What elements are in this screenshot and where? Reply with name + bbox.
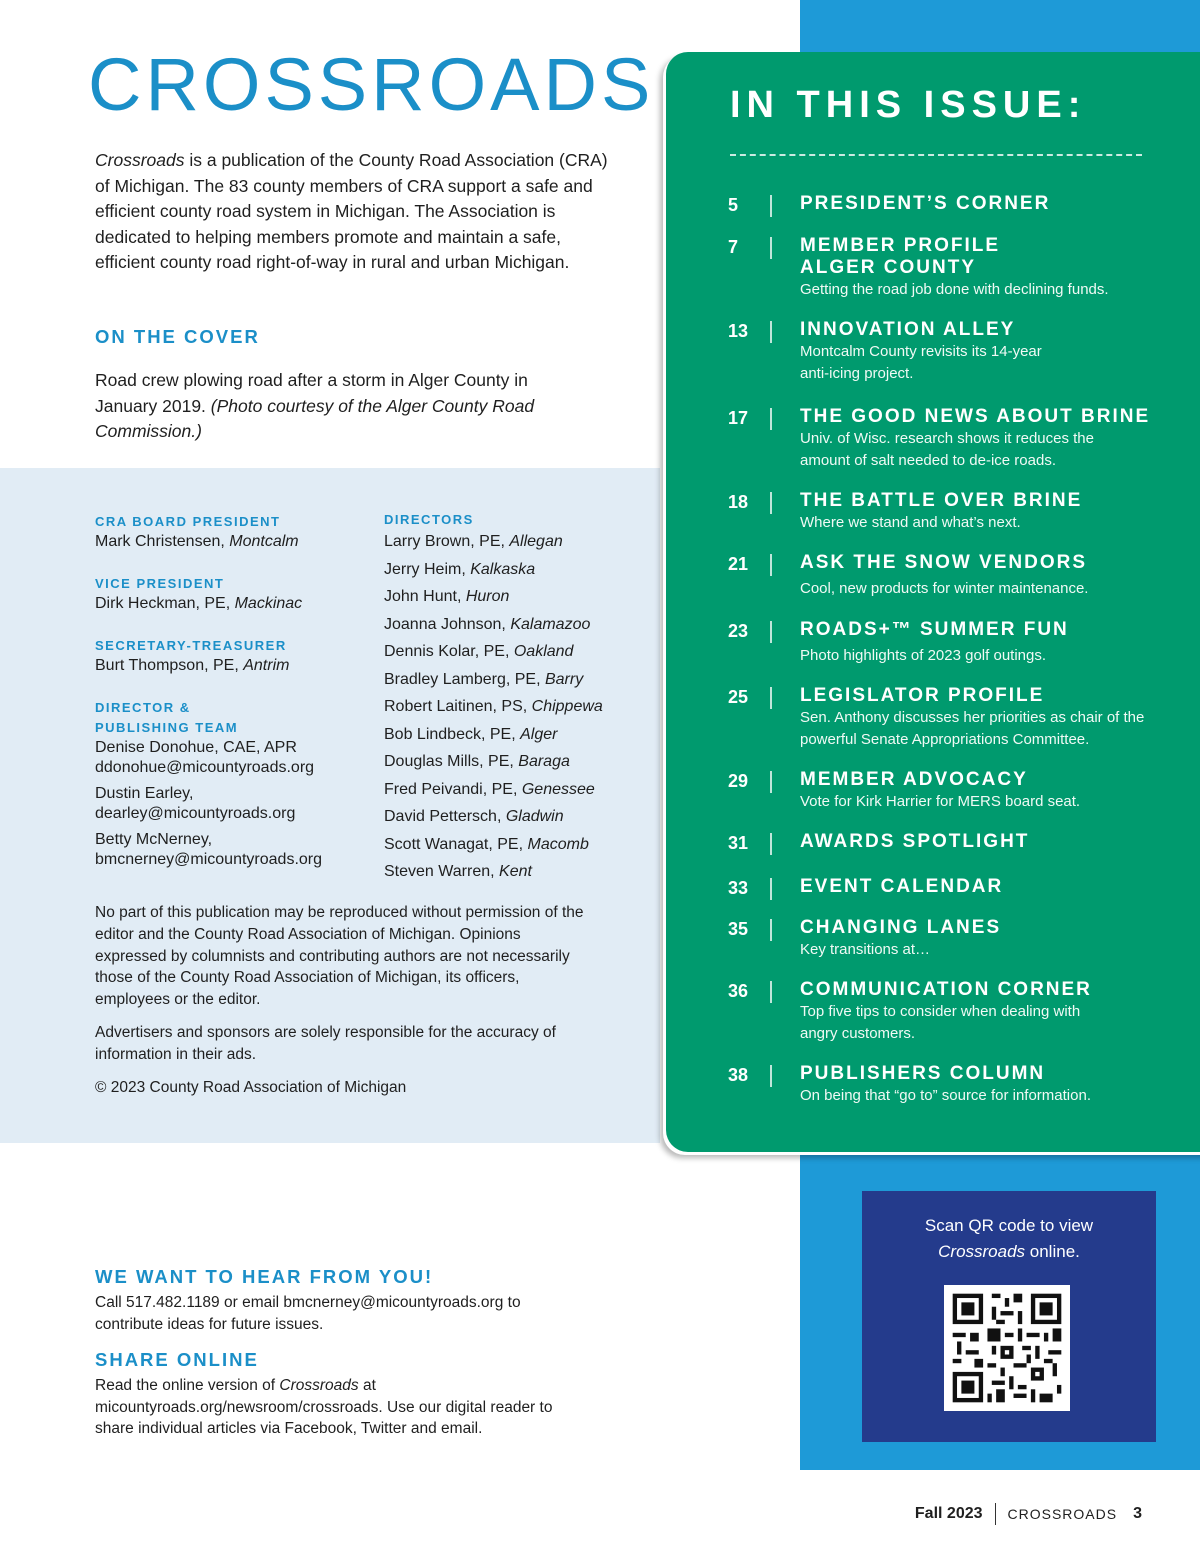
toc-title: IN THIS ISSUE: [730,84,1087,126]
director-item: Fred Peivandi, PE, Genessee [384,780,595,798]
toc-separator [770,554,772,576]
issue-season: Fall 2023 [914,1505,983,1522]
publishing-person: Betty McNerney, bmcnerney@micountyroads.org [95,831,323,868]
cover-credit: (Photo courtesy of the Alger County Road Commission.) [95,395,535,441]
director-item: Scott Wanagat, PE, Macomb [384,835,589,853]
email-link[interactable]: ddonohue@micountyroads.org [95,759,315,776]
toc-entry-description: Sen. Anthony discusses her priorities as chair of the powerful Senate Appropriations Committee. [800,709,1145,748]
toc-separator [770,833,772,855]
director-item: David Pettersch, Gladwin [384,808,564,825]
toc-entry-description: Vote for Kirk Harrier for MERS board seat. [800,793,1081,810]
toc-separator [770,237,772,259]
toc-entry-title: THE GOOD NEWS ABOUT BRINE [800,406,1151,427]
toc-entry-description: Montcalm County revisits its 14-year anti-icing project. [800,343,1042,382]
qr-caption: Scan QR code to view Crossroads online. [924,1216,1094,1261]
toc-divider [730,154,1142,156]
legal-notice [95,902,595,1109]
share-heading: SHARE ONLINE [95,1349,259,1370]
toc-entry-title: ASK THE SNOW VENDORS [800,552,1088,573]
toc-entry-description: Where we stand and what’s next. [800,514,1021,531]
toc-separator [770,878,772,900]
director-item: Joanna Johnson, Kalamazoo [384,615,591,633]
officers-list [95,512,365,870]
magazine-masthead: CROSSROADS [88,43,655,126]
toc-entry-description: Univ. of Wisc. research shows it reduces the amount of salt needed to de-ice roads. [800,430,1094,469]
permission-notice: No part of this publication may be reproduced without permission of the editor and the County Road Association of Michigan. Opinions expressed by columnists and contributing authors are not necessarily those of the County Road Association of Michigan, its officers, employees or the editor. [95,904,584,1009]
toc-separator [770,321,772,343]
toc-entry-title: PUBLISHERS COLUMN [800,1063,1046,1084]
director-item: John Hunt, Huron [384,588,510,605]
toc-separator [770,195,772,217]
toc-entry-title: COMMUNICATION CORNER [800,979,1092,1000]
hear-text: Call 517.482.1189 or email bmcnerney@micountyroads.org to contribute ideas for future issues. [95,1294,521,1333]
magazine-name: CROSSROADS [1007,1506,1118,1522]
toc-page-number: 7 [728,237,739,257]
page-number: 3 [1133,1505,1142,1522]
qr-code-icon[interactable] [944,1285,1070,1411]
share-text: Read the online version of Crossroads at micountyroads.org/newsroom/crossroads. Use our digital reader to share individual articles via Facebook, Twitter and email. [95,1377,553,1437]
toc-entry-title: CHANGING LANES [800,917,1002,938]
toc-separator [770,919,772,941]
intro-paragraph [95,148,615,276]
cover-text: Road crew plowing road after a storm in Alger County in January 2019. [95,370,528,416]
director-item: Steven Warren, Kent [384,863,532,880]
directors-heading: DIRECTORS [384,512,474,527]
intro-title: Crossroads [95,150,185,170]
toc-separator [770,408,772,430]
copyright-notice: © 2023 County Road Association of Michigan [95,1078,407,1096]
toc-entry-description: Getting the road job done with declining funds. [800,281,1109,298]
toc-page-number: 5 [728,195,739,215]
advertisers-notice: Advertisers and sponsors are solely responsible for the accuracy of information in their ads. [95,1023,556,1063]
toc-entry-title: MEMBER ADVOCACY [800,769,1028,790]
publishing-person: Denise Donohue, CAE, APR ddonohue@micountyroads.org [95,739,315,776]
president-role: CRA BOARD PRESIDENT [95,514,281,529]
secretary-name: Burt Thompson, PE, Antrim [95,657,290,674]
toc-page-number: 33 [728,878,749,898]
intro-text: is a publication of the County Road Association (CRA) of Michigan. The 83 county members of CRA support a safe and efficient county road system in Michigan. The Association is dedicated to helping members promote and maintain a safe, efficient county road right-of-way in rural and urban Michigan. [95,150,608,272]
toc-entry-description: Key transitions at… [800,941,931,958]
page-footer [915,1503,1142,1525]
toc-entry-title: MEMBER PROFILE [800,235,1001,256]
toc-page-number: 25 [728,687,749,707]
president-name: Mark Christensen, Montcalm [95,533,299,550]
toc-page-number: 17 [728,408,749,428]
toc-separator [770,981,772,1003]
toc-separator [770,687,772,709]
toc-page-number: 35 [728,919,749,939]
toc-page-number: 36 [728,981,749,1001]
toc-entry-description: Photo highlights of 2023 golf outings. [800,647,1047,664]
toc-entry-title: THE BATTLE OVER BRINE [800,490,1083,511]
director-item: Larry Brown, PE, Allegan [384,533,563,550]
publishing-person: Dustin Earley, dearley@micountyroads.org [95,785,296,822]
toc-page-number: 38 [728,1065,749,1085]
toc-entry-title: PRESIDENT’S CORNER [800,193,1051,214]
toc-entry-description: On being that “go to” source for information. [800,1087,1091,1104]
toc-entry-description: Cool, new products for winter maintenance. [800,580,1089,597]
footer-divider [995,1503,996,1525]
toc-page-number: 23 [728,621,749,641]
toc-page-number: 31 [728,833,749,853]
toc-separator [770,771,772,793]
toc-entry-title: AWARDS SPOTLIGHT [800,831,1030,852]
director-item: Bradley Lamberg, PE, Barry [384,670,584,688]
cover-description [95,368,555,445]
directors-list [384,512,644,886]
toc-separator [770,1065,772,1087]
toc-page-number: 18 [728,492,749,512]
secretary-role: SECRETARY-TREASURER [95,638,287,653]
toc-entry-title: ROADS+™ SUMMER FUN [800,619,1069,640]
director-item: Jerry Heim, Kalkaska [384,560,536,578]
toc-page-number: 21 [728,554,749,574]
director-item: Robert Laitinen, PS, Chippewa [384,698,603,715]
vice-president-name: Dirk Heckman, PE, Mackinac [95,595,303,612]
director-item: Douglas Mills, PE, Baraga [384,753,570,770]
cover-heading: ON THE COVER [95,326,260,347]
toc-entry-description: Top five tips to consider when dealing with angry customers. [800,1003,1081,1042]
toc-entry-title: INNOVATION ALLEY [800,319,1016,340]
vice-president-role: VICE PRESIDENT [95,576,225,591]
hear-heading: WE WANT TO HEAR FROM YOU! [95,1266,434,1287]
email-link[interactable]: bmcnerney@micountyroads.org [95,851,323,868]
toc-page-number: 13 [728,321,749,341]
publishing-role: DIRECTOR & PUBLISHING TEAM [95,700,239,735]
qr-panel [862,1191,1156,1442]
toc-page-number: 29 [728,771,749,791]
director-item: Dennis Kolar, PE, Oakland [384,643,574,660]
toc-entry-title: EVENT CALENDAR [800,876,1004,897]
toc-entry-subtitle: ALGER COUNTY [800,257,976,278]
toc-separator [770,492,772,514]
email-link[interactable]: dearley@micountyroads.org [95,805,296,822]
toc-entry-title: LEGISLATOR PROFILE [800,685,1045,706]
toc-separator [770,621,772,643]
director-item: Bob Lindbeck, PE, Alger [384,725,558,743]
